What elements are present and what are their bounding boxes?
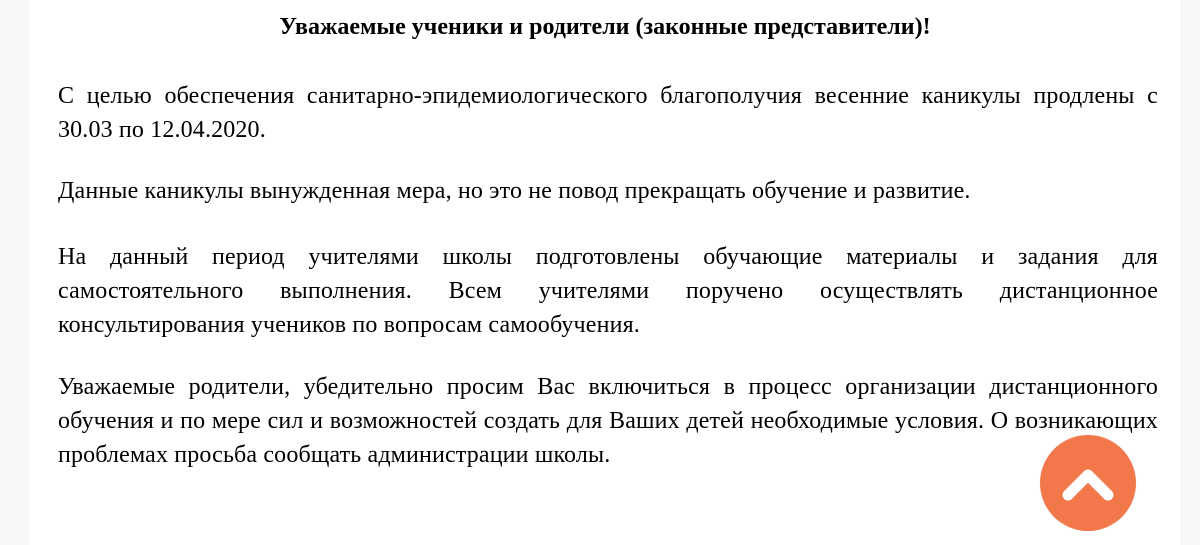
document-page [30,0,1180,545]
paragraph-vacation-extended: С целью обеспечения санитарно-эпидемиологического благополучия весенние каникулы продлены с 30.03 по 12.04.2020. [58,83,1158,143]
chevron-up-icon [1060,463,1116,503]
scroll-to-top-button[interactable] [1040,435,1136,531]
paragraph-teacher-materials: На данный период учителями школы подготовлены обучающие материалы и задания для самостоятельного выполнения. Всем учителями поручено осуществлять дистанционное консультирования учеников по вопросам самообучения. [58,244,1158,338]
paragraph-parents-request: Уважаемые родители, убедительно просим Вас включиться в процесс организации дистанционного обучения и по мере сил и возможностей создать для Ваших детей необходимые условия. О возникающих проблемах просьба сообщать администрации школы. [58,374,1158,468]
paragraph-forced-measure: Данные каникулы вынужденная мера, но это не повод прекращать обучение и развитие. [58,178,971,204]
document-title: Уважаемые ученики и родители (законные представители)! [279,14,931,40]
